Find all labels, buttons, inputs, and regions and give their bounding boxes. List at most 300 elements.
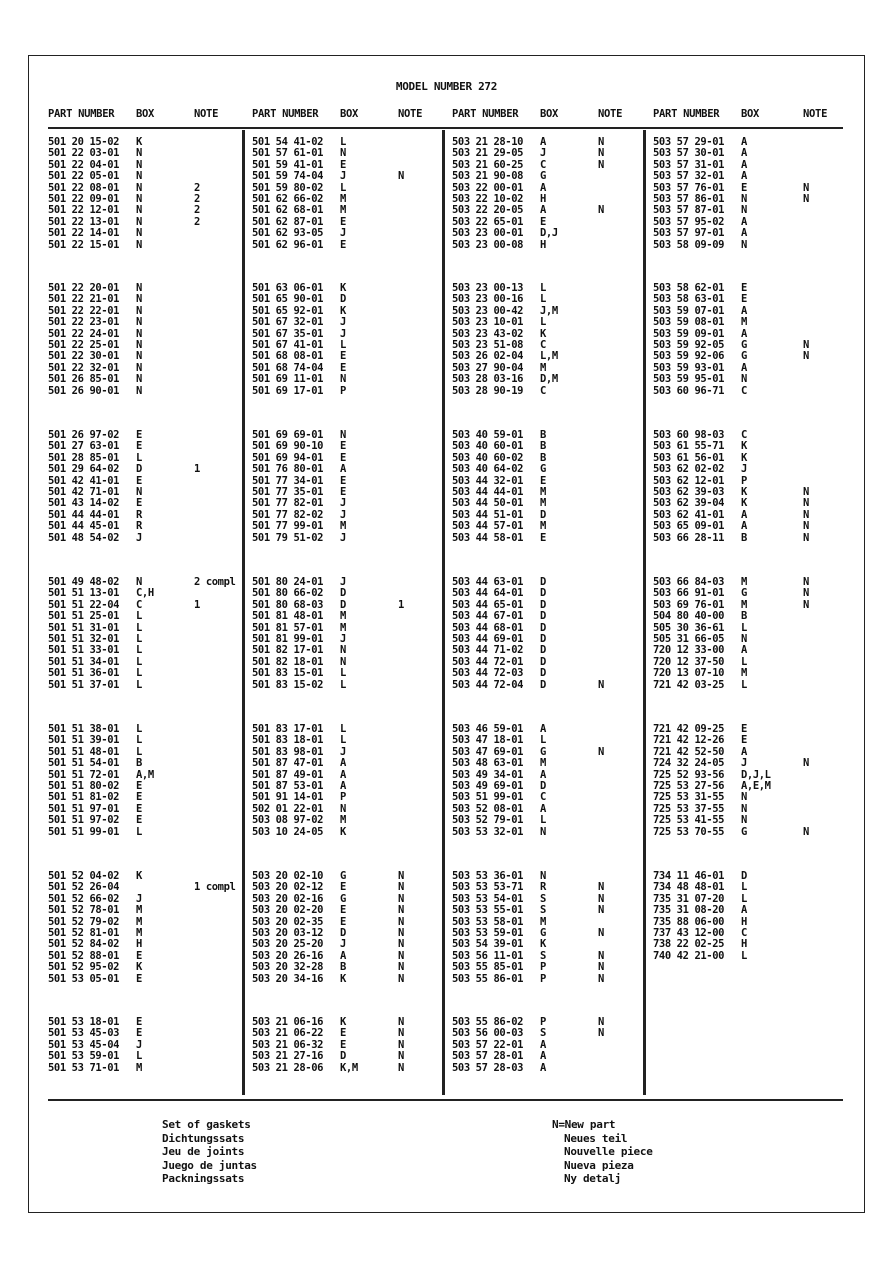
- part-number: 501 91 14-01: [252, 791, 324, 804]
- box-code: N: [136, 304, 142, 317]
- part-number: 501 26 85-01: [48, 373, 120, 386]
- part-number: 501 65 90-01: [252, 293, 324, 306]
- part-number: 501 59 41-01: [252, 158, 324, 171]
- box-code: N: [340, 655, 346, 668]
- note: N: [803, 193, 809, 205]
- box-code: N: [136, 147, 142, 160]
- legend-line: Nouvelle piece: [564, 1145, 653, 1158]
- part-number: 503 27 90-04: [452, 361, 524, 374]
- box-code: G: [741, 587, 747, 600]
- part-number: 501 69 11-01: [252, 373, 324, 386]
- note: N: [803, 520, 809, 533]
- header-part: PART NUMBER: [452, 108, 519, 120]
- box-code: N: [136, 227, 142, 240]
- box-code: C: [741, 429, 747, 441]
- box-code: H: [540, 193, 546, 205]
- part-number: 501 20 15-02: [48, 136, 120, 148]
- part-number: 501 77 35-01: [252, 486, 324, 498]
- box-code: G: [540, 927, 546, 939]
- box-code: L: [136, 610, 142, 623]
- part-number: 501 83 15-02: [252, 678, 324, 691]
- box-code: C: [540, 384, 546, 397]
- column-divider: [643, 130, 646, 1095]
- part-number: 503 59 09-01: [653, 327, 725, 340]
- part-number: 501 67 41-01: [252, 339, 324, 351]
- part-number: 501 69 94-01: [252, 451, 324, 464]
- box-code: J: [540, 147, 546, 160]
- part-number: 501 51 99-01: [48, 825, 120, 838]
- part-number: 501 81 57-01: [252, 621, 324, 634]
- header-note: NOTE: [598, 108, 623, 120]
- box-code: K: [540, 327, 546, 340]
- note: 1: [398, 598, 404, 611]
- part-number: 503 44 72-04: [452, 678, 524, 691]
- part-number: 503 21 06-16: [252, 1016, 324, 1028]
- column-divider: [442, 130, 445, 1095]
- part-number: 503 56 11-01: [452, 949, 524, 962]
- part-number: 503 20 34-16: [252, 972, 324, 985]
- note: 2: [194, 215, 200, 228]
- part-number: 501 53 71-01: [48, 1061, 120, 1074]
- box-code: B: [340, 961, 346, 974]
- part-number: 501 22 08-01: [48, 181, 120, 194]
- box-code: N: [136, 204, 142, 217]
- part-number: 503 20 02-12: [252, 881, 324, 894]
- part-number: 501 67 35-01: [252, 327, 324, 340]
- box-code: M: [540, 757, 546, 770]
- box-code: B: [136, 757, 142, 770]
- part-number: 503 58 09-09: [653, 238, 725, 251]
- box-code: P: [540, 972, 546, 985]
- header-part: PART NUMBER: [48, 108, 115, 120]
- part-number: 501 51 22-04: [48, 598, 120, 611]
- box-code: D: [540, 621, 546, 634]
- part-number: 503 55 85-01: [452, 961, 524, 974]
- part-number: 501 69 69-01: [252, 429, 324, 441]
- part-number: 503 44 44-01: [452, 486, 524, 498]
- part-number: 501 51 97-02: [48, 814, 120, 827]
- part-number: 501 52 79-02: [48, 915, 120, 928]
- box-code: N: [540, 870, 546, 882]
- box-code: A: [741, 745, 747, 758]
- note: N: [398, 1016, 404, 1028]
- part-number: 503 51 99-01: [452, 791, 524, 804]
- part-number: 501 22 24-01: [48, 327, 120, 340]
- box-code: N: [340, 373, 346, 386]
- part-number: 503 60 98-03: [653, 429, 725, 441]
- box-code: J: [340, 497, 346, 510]
- box-code: A: [340, 757, 346, 770]
- box-code: E: [136, 440, 142, 453]
- box-code: G: [340, 892, 346, 905]
- box-code: N: [136, 238, 142, 251]
- box-code: E: [741, 282, 747, 294]
- box-code: A: [741, 327, 747, 340]
- note: N: [598, 904, 604, 917]
- box-code: H: [136, 938, 142, 951]
- part-number: 503 61 56-01: [653, 451, 725, 464]
- box-code: M: [340, 621, 346, 634]
- part-number: 503 61 55-71: [653, 440, 725, 453]
- part-number: 501 77 82-01: [252, 497, 324, 510]
- box-code: A: [540, 181, 546, 194]
- part-number: 503 21 06-32: [252, 1038, 324, 1051]
- page-frame: [28, 55, 865, 1213]
- part-number: 725 53 27-56: [653, 780, 725, 792]
- box-code: L: [741, 621, 747, 634]
- box-code: A: [741, 227, 747, 240]
- box-code: M: [741, 316, 747, 329]
- box-code: A: [741, 215, 747, 228]
- part-number: 725 53 31-55: [653, 791, 725, 804]
- box-code: D: [540, 678, 546, 691]
- part-number: 501 29 64-02: [48, 463, 120, 476]
- note: 2: [194, 181, 200, 194]
- box-code: D: [340, 293, 346, 306]
- box-code: G: [741, 825, 747, 838]
- box-code: S: [540, 1027, 546, 1040]
- box-code: L: [340, 678, 346, 691]
- note: 1: [194, 598, 200, 611]
- box-code: A: [540, 136, 546, 148]
- box-code: K: [741, 451, 747, 464]
- part-number: 734 48 48-01: [653, 881, 725, 894]
- part-number: 503 23 00-16: [452, 293, 524, 306]
- box-code: D: [540, 667, 546, 680]
- box-code: L: [540, 734, 546, 747]
- note: 1: [194, 463, 200, 476]
- box-code: K: [136, 136, 142, 148]
- part-number: 503 23 43-02: [452, 327, 524, 340]
- part-number: 501 22 30-01: [48, 350, 120, 363]
- box-code: J: [136, 1038, 142, 1051]
- box-code: N: [136, 193, 142, 205]
- part-number: 503 56 00-03: [452, 1027, 524, 1040]
- box-code: J,M: [540, 304, 558, 317]
- box-code: M: [340, 520, 346, 533]
- part-number: 501 22 23-01: [48, 316, 120, 329]
- part-number: 503 59 95-01: [653, 373, 725, 386]
- part-number: 501 52 95-02: [48, 961, 120, 974]
- box-code: L: [340, 181, 346, 194]
- box-code: G: [540, 170, 546, 183]
- part-number: 720 12 33-00: [653, 644, 725, 657]
- box-code: J: [340, 745, 346, 758]
- part-number: 503 44 63-01: [452, 576, 524, 588]
- box-code: N: [340, 429, 346, 441]
- part-number: 501 82 17-01: [252, 644, 324, 657]
- part-number: 503 28 03-16: [452, 373, 524, 386]
- part-number: 501 52 66-02: [48, 892, 120, 905]
- box-code: A: [741, 644, 747, 657]
- note: N: [598, 745, 604, 758]
- box-code: A: [741, 158, 747, 171]
- box-code: N: [136, 282, 142, 294]
- box-code: J: [340, 938, 346, 951]
- note: N: [803, 181, 809, 194]
- box-code: L: [136, 644, 142, 657]
- box-code: A: [540, 204, 546, 217]
- part-number: 501 42 71-01: [48, 486, 120, 498]
- box-code: M: [741, 598, 747, 611]
- part-number: 503 62 41-01: [653, 508, 725, 521]
- part-number: 501 69 90-10: [252, 440, 324, 453]
- part-number: 503 08 97-02: [252, 814, 324, 827]
- box-code: D: [540, 508, 546, 521]
- part-number: 503 52 79-01: [452, 814, 524, 827]
- box-code: N: [741, 814, 747, 827]
- box-code: M: [540, 915, 546, 928]
- part-number: 501 22 03-01: [48, 147, 120, 160]
- box-code: M: [741, 667, 747, 680]
- part-number: 725 53 70-55: [653, 825, 725, 838]
- box-code: N: [136, 327, 142, 340]
- box-code: E: [136, 474, 142, 487]
- part-number: 501 87 53-01: [252, 780, 324, 792]
- part-number: 503 49 34-01: [452, 768, 524, 781]
- part-number: 501 53 45-04: [48, 1038, 120, 1051]
- box-code: E: [136, 1027, 142, 1040]
- part-number: 501 83 17-01: [252, 723, 324, 735]
- part-number: 501 53 05-01: [48, 972, 120, 985]
- part-number: 501 80 24-01: [252, 576, 324, 588]
- box-code: E: [340, 1027, 346, 1040]
- part-number: 501 48 54-02: [48, 531, 120, 544]
- part-number: 501 53 59-01: [48, 1050, 120, 1063]
- note: N: [398, 1027, 404, 1040]
- box-code: N: [340, 644, 346, 657]
- box-code: D: [136, 463, 142, 476]
- box-code: D: [540, 587, 546, 600]
- box-code: S: [540, 904, 546, 917]
- box-code: L: [136, 451, 142, 464]
- part-number: 501 22 21-01: [48, 293, 120, 306]
- part-number: 503 21 28-06: [252, 1061, 324, 1074]
- box-code: M: [340, 610, 346, 623]
- note: N: [398, 892, 404, 905]
- part-number: 501 79 51-02: [252, 531, 324, 544]
- box-code: K: [136, 961, 142, 974]
- box-code: A: [741, 147, 747, 160]
- part-number: 501 26 97-02: [48, 429, 120, 441]
- box-code: E: [340, 915, 346, 928]
- part-number: 503 54 39-01: [452, 938, 524, 951]
- part-number: 725 52 93-56: [653, 768, 725, 781]
- box-code: N: [741, 373, 747, 386]
- box-code: P: [340, 791, 346, 804]
- part-number: 501 22 04-01: [48, 158, 120, 171]
- box-code: G: [741, 339, 747, 351]
- part-number: 503 28 90-19: [452, 384, 524, 397]
- part-number: 501 51 37-01: [48, 678, 120, 691]
- box-code: E: [340, 350, 346, 363]
- box-code: E: [340, 486, 346, 498]
- column-divider: [242, 130, 245, 1095]
- part-number: 501 82 18-01: [252, 655, 324, 668]
- part-number: 501 87 47-01: [252, 757, 324, 770]
- box-code: G: [741, 350, 747, 363]
- part-number: 740 42 21-00: [653, 949, 725, 962]
- box-code: N: [136, 350, 142, 363]
- part-number: 503 69 76-01: [653, 598, 725, 611]
- part-number: 725 53 41-55: [653, 814, 725, 827]
- part-number: 501 52 04-02: [48, 870, 120, 882]
- part-number: 503 44 32-01: [452, 474, 524, 487]
- legend-line: Jeu de joints: [162, 1145, 245, 1158]
- box-code: D,J,L: [741, 768, 771, 781]
- part-number: 503 44 67-01: [452, 610, 524, 623]
- box-code: M: [136, 915, 142, 928]
- box-code: J: [340, 327, 346, 340]
- box-code: C: [540, 158, 546, 171]
- part-number: 503 65 09-01: [653, 520, 725, 533]
- box-code: E: [340, 238, 346, 251]
- header-box: BOX: [540, 108, 559, 120]
- part-number: 503 10 24-05: [252, 825, 324, 838]
- part-number: 503 44 68-01: [452, 621, 524, 634]
- part-number: 503 53 54-01: [452, 892, 524, 905]
- part-number: 501 52 84-02: [48, 938, 120, 951]
- note: N: [398, 972, 404, 985]
- note: N: [803, 486, 809, 498]
- part-number: 501 51 33-01: [48, 644, 120, 657]
- box-code: D: [540, 655, 546, 668]
- box-code: D: [540, 610, 546, 623]
- part-number: 721 42 09-25: [653, 723, 725, 735]
- box-code: H: [741, 938, 747, 951]
- part-number: 501 65 92-01: [252, 304, 324, 317]
- box-code: N: [136, 373, 142, 386]
- part-number: 503 44 69-01: [452, 633, 524, 645]
- box-code: D: [340, 587, 346, 600]
- part-number: 501 80 68-03: [252, 598, 324, 611]
- box-code: E: [741, 734, 747, 747]
- part-number: 503 59 08-01: [653, 316, 725, 329]
- part-number: 503 62 12-01: [653, 474, 725, 487]
- note: N: [398, 927, 404, 939]
- box-code: D: [540, 644, 546, 657]
- box-code: E: [540, 474, 546, 487]
- box-code: C: [136, 598, 142, 611]
- part-number: 503 21 90-08: [452, 170, 524, 183]
- box-code: G: [540, 463, 546, 476]
- part-number: 501 22 05-01: [48, 170, 120, 183]
- box-code: A: [540, 1061, 546, 1074]
- footer-rule: [48, 1099, 843, 1101]
- part-number: 501 22 09-01: [48, 193, 120, 205]
- note: N: [398, 870, 404, 882]
- box-code: L: [741, 949, 747, 962]
- part-number: 720 13 07-10: [653, 667, 725, 680]
- part-number: 501 51 39-01: [48, 734, 120, 747]
- box-code: N: [136, 384, 142, 397]
- part-number: 503 59 07-01: [653, 304, 725, 317]
- note: N: [803, 339, 809, 351]
- box-code: D: [340, 927, 346, 939]
- part-number: 503 59 93-01: [653, 361, 725, 374]
- box-code: N: [136, 158, 142, 171]
- box-code: R: [136, 508, 142, 521]
- part-number: 501 77 99-01: [252, 520, 324, 533]
- box-code: M: [741, 576, 747, 588]
- box-code: G: [540, 745, 546, 758]
- note: N: [398, 961, 404, 974]
- box-code: L: [540, 293, 546, 306]
- box-code: K: [741, 440, 747, 453]
- note: N: [803, 350, 809, 363]
- box-code: C: [741, 384, 747, 397]
- part-number: 721 42 52-50: [653, 745, 725, 758]
- part-number: 503 23 00-42: [452, 304, 524, 317]
- part-number: 503 55 86-01: [452, 972, 524, 985]
- box-code: P: [540, 961, 546, 974]
- box-code: E: [136, 814, 142, 827]
- box-code: J: [741, 463, 747, 476]
- box-code: L: [741, 678, 747, 691]
- note: N: [598, 1027, 604, 1040]
- box-code: E: [540, 531, 546, 544]
- part-number: 503 20 32-28: [252, 961, 324, 974]
- gasket-set-legend: [162, 1118, 257, 1186]
- note: N: [803, 587, 809, 600]
- box-code: E: [136, 949, 142, 962]
- part-number: 501 59 74-04: [252, 170, 324, 183]
- box-code: L: [340, 339, 346, 351]
- note: N: [398, 915, 404, 928]
- part-number: 503 52 08-01: [452, 802, 524, 815]
- part-number: 505 30 36-61: [653, 621, 725, 634]
- note: N: [598, 158, 604, 171]
- box-code: L: [340, 734, 346, 747]
- box-code: E: [741, 181, 747, 194]
- box-code: L: [340, 723, 346, 735]
- note: N: [398, 1038, 404, 1051]
- part-number: 503 57 30-01: [653, 147, 725, 160]
- box-code: N: [741, 238, 747, 251]
- part-number: 501 51 80-02: [48, 780, 120, 792]
- box-code: M: [540, 486, 546, 498]
- box-code: A: [540, 768, 546, 781]
- box-code: S: [540, 892, 546, 905]
- part-number: 503 23 51-08: [452, 339, 524, 351]
- box-code: B: [741, 531, 747, 544]
- box-code: A: [540, 802, 546, 815]
- part-number: 501 81 48-01: [252, 610, 324, 623]
- part-number: 503 58 63-01: [653, 293, 725, 306]
- box-code: B: [540, 429, 546, 441]
- part-number: 501 68 08-01: [252, 350, 324, 363]
- box-code: J: [136, 531, 142, 544]
- part-number: 501 22 20-01: [48, 282, 120, 294]
- header-box: BOX: [340, 108, 359, 120]
- part-number: 503 40 64-02: [452, 463, 524, 476]
- box-code: E: [136, 429, 142, 441]
- note: N: [803, 757, 809, 770]
- part-number: 737 43 12-00: [653, 927, 725, 939]
- header-note: NOTE: [398, 108, 423, 120]
- box-code: A: [540, 1038, 546, 1051]
- box-code: D,M: [540, 373, 558, 386]
- box-code: J: [340, 576, 346, 588]
- part-number: 503 20 02-35: [252, 915, 324, 928]
- part-number: 503 44 51-01: [452, 508, 524, 521]
- legend-line: Packningssats: [162, 1172, 245, 1185]
- part-number: 503 40 60-02: [452, 451, 524, 464]
- part-number: 503 62 02-02: [653, 463, 725, 476]
- part-number: 503 57 97-01: [653, 227, 725, 240]
- page-title: MODEL NUMBER 272: [395, 80, 498, 93]
- box-code: N: [741, 193, 747, 205]
